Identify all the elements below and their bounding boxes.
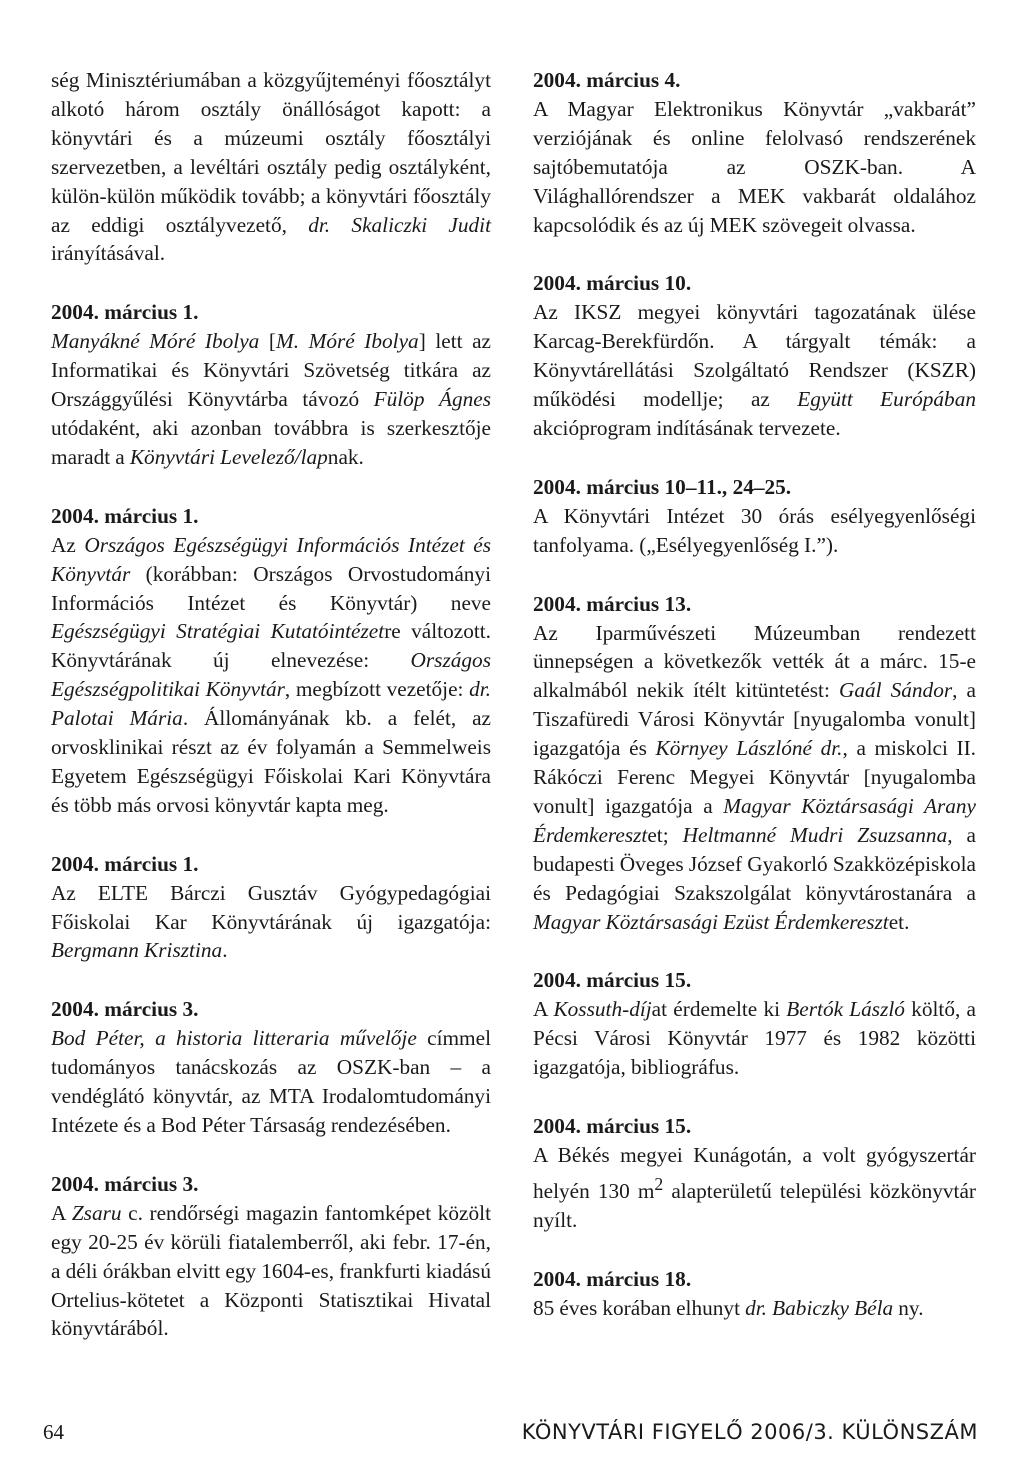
entry-date: 2004. március 10–11., 24–25. <box>533 474 792 499</box>
entry-date: 2004. március 18. <box>533 1266 692 1291</box>
entry <box>533 1112 976 1235</box>
entry-date: 2004. március 3. <box>51 1171 199 1196</box>
entry <box>533 966 976 1082</box>
entry <box>533 66 976 239</box>
entry <box>533 269 976 442</box>
entry-date: 2004. március 1. <box>51 503 199 528</box>
running-footer: KÖNYVTÁRI FIGYELŐ 2006/3. KÜLÖNSZÁM <box>521 1420 978 1444</box>
intro-paragraph: ség Minisztériumában a közgyűjteményi főosztályt alkotó három osztály önállóságot kapott: a könyvtári és a múzeumi osztály főosztályi szervezetben, a levéltári osztály pedig osztályként, külön-külön működik tovább; a könyvtári főosztály az eddigi osztályvezető, dr. Skaliczki Judit irányításával. <box>51 68 491 266</box>
entry-text: Az Iparművészeti Múzeumban rendezett ünnepségen a következők vették át a márc. 15-e alkalmából nekik ítélt kitüntetést: Gaál Sándor, a Tiszafüredi Városi Könyvtár [nyugalomba vonult] igazgatója és Környey Lászlóné dr., a miskolci II. Rákóczi Ferenc Megyei Könyvtár [nyugalomba vonult] igazgatója a Magyar Köztársasági Arany Érdemkeresztet; Heltmanné Mudri Zsuzsanna, a budapesti Öveges József Gyakorló Szakközépiskola és Pedagógiai Szakszolgálat könyvtárostanára a Magyar Köztársasági Ezüst Érdemkeresztet. <box>533 620 977 934</box>
entry <box>533 590 976 937</box>
entry-date: 2004. március 4. <box>533 68 681 92</box>
entry-text: A Könyvtári Intézet 30 órás esélyegyenlőségi tanfolyama. („Esélyegyenlőség I.”). <box>533 503 976 557</box>
entry <box>51 850 491 966</box>
entry-date: 2004. március 1. <box>51 851 199 876</box>
left-column <box>51 66 491 1343</box>
entry-text: Az ELTE Bárczi Gusztáv Gyógypedagógiai Főiskolai Kar Könyvtárának új igazgatója: Bergmann Krisztina. <box>51 880 491 963</box>
entry <box>533 473 976 560</box>
entry-text: Az IKSZ megyei könyvtári tagozatának ülése Karcag-Berekfürdőn. A tárgyalt témák: a Könyvtárellátási Szolgáltató Rendszer (KSZR) működési modellje; az Együtt Európában akcióprogram indításának tervezete. <box>533 300 976 440</box>
page-number: 64 <box>43 1420 64 1444</box>
entry-date: 2004. március 3. <box>51 997 199 1022</box>
entry-date: 2004. március 15. <box>533 1114 692 1139</box>
entry <box>51 298 491 471</box>
entry-text: Az Országos Egészségügyi Információs Intézet és Könyvtár (korábban: Országos Orvostudományi Információs Intézet és Könyvtár) neve Egészségügyi Stratégiai Kutatóintézetre változott. Könyvtárának új elnevezése: Országos Egészségpolitikai Könyvtár, megbízott vezetője: dr. Palotai Mária. Állományának kb. a felét, az orvosklinikai részt az év folyamán a Semmelweis Egyetem Egészségügyi Főiskolai Kari Könyvtára és több más orvosi könyvtár kapta meg. <box>51 532 492 817</box>
entry <box>51 995 491 1140</box>
entry-text: 85 éves korában elhunyt dr. Babiczky Béla ny. <box>533 1295 924 1320</box>
entry-date: 2004. március 10. <box>533 271 692 296</box>
entry <box>51 502 491 820</box>
right-column <box>533 66 976 1323</box>
entry-text: A Békés megyei Kunágotán, a volt gyógyszertár helyén 130 $m^2$ alapterületű települési közkönyvtár nyílt. <box>533 1143 977 1232</box>
entry-text: Bod Péter, a historia litteraria művelője címmel tudományos tanácskozás az OSZK-ban – a vendéglátó könyvtár, az MTA Irodalomtudományi Intézete és a Bod Péter Társaság rendezésében. <box>51 1026 491 1137</box>
entry-text: A Zsaru c. rendőrségi magazin fantomképet közölt egy 20-25 év körüli fiatalemberről, aki febr. 17-én, a déli órákban elvitt egy 1604-es, frankfurti kiadású Ortelius-kötetet a Központi Statisztikai Hivatal könyvtárából. <box>51 1200 491 1341</box>
entry-text: A Magyar Elektronikus Könyvtár „vakbarát” verziójának és online felolvasó rendszerének sajtóbemutatója az OSZK-ban. A Világhallórendszer a MEK vakbarát oldalához kapcsolódik és az új MEK szövegeit olvassa. <box>533 96 976 237</box>
entry <box>51 1170 491 1343</box>
entry-text: Manyákné Móré Ibolya [M. Móré Ibolya] lett az Informatikai és Könyvtári Szövetség titkára az Országgyűlési Könyvtárba távozó Fülöp Ágnes utódaként, aki azonban továbbra is szerkesztője maradt a Könyvtári Levelező/lapnak. <box>51 329 492 469</box>
entry-date: 2004. március 1. <box>51 300 199 325</box>
entry-date: 2004. március 15. <box>533 968 692 993</box>
entry <box>533 1265 976 1323</box>
entry-text: A Kossuth-díjat érdemelte ki Bertók László költő, a Pécsi Városi Könyvtár 1977 és 1982 közötti igazgatója, bibliográfus. <box>533 997 976 1080</box>
entry-date: 2004. március 13. <box>533 591 692 616</box>
